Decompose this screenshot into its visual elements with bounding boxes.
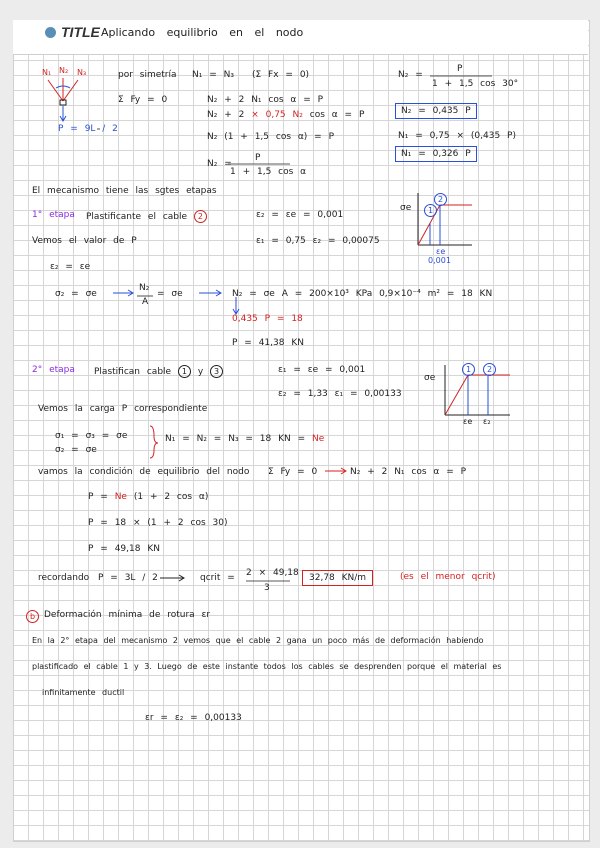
stage-1-eps2: ε₂ = εe xyxy=(50,262,91,272)
rec-note: (es el menor qcrit) xyxy=(400,572,496,582)
graph1-x: εe xyxy=(436,247,446,256)
stage-2-n: N₁ = N₂ = N₃ = 18 KN = Ne xyxy=(165,434,325,444)
graph2-c2: 2 xyxy=(483,363,496,376)
load-p: P = 9L / 2 xyxy=(58,124,118,134)
node-diagram xyxy=(48,78,78,121)
n2-label: N₂ = xyxy=(207,159,232,169)
graph2-y: σe xyxy=(424,373,436,383)
stage-2-vemos: Vemos la carga P correspondiente xyxy=(38,404,208,414)
substitution-eq: N₂ + 2 × 0,75 N₂ cos α = P xyxy=(207,110,365,120)
stage-2-s1: σ₁ = σ₃ = σe xyxy=(55,431,128,441)
factored-eq: N₂ (1 + 1,5 cos α) = P xyxy=(207,132,335,142)
page-subtitle: Aplicando equilibrio en el nodo xyxy=(101,26,304,39)
result-box-n1: N₁ = 0,326 P xyxy=(395,146,477,162)
stage-1-result: P = 41,38 KN xyxy=(232,338,304,348)
symmetry-text: por simetría xyxy=(118,70,177,80)
stage-1-eps1: ε₁ = 0,75 ε₂ = 0,00075 xyxy=(256,236,380,246)
graph1-c1: 1 xyxy=(424,204,437,217)
graph1-y: σe xyxy=(400,203,412,213)
right-numerator: P xyxy=(457,64,463,74)
label-n1: N₁ xyxy=(42,68,52,77)
stage-1-red: 0,435 P = 18 xyxy=(232,314,303,324)
graph1-c2: 2 xyxy=(434,193,447,206)
part-b-result: εr = ε₂ = 0,00133 xyxy=(145,713,242,723)
right-denominator: 1 + 1,5 cos 30° xyxy=(432,79,519,89)
stage-1-label: 1° etapa xyxy=(32,210,75,220)
n1-equals-n3: N₁ = N₃ xyxy=(192,70,234,80)
sum-fy: Σ Fy = 0 xyxy=(118,95,168,105)
stage-2-p1: P = Ne (1 + 2 cos α) xyxy=(88,492,209,502)
rec-result: 32,78 KN/m xyxy=(302,570,373,586)
stage-2-p2: P = 18 × (1 + 2 cos 30) xyxy=(88,518,228,528)
stage-1-text: Plastificante el cable 2 xyxy=(86,210,207,223)
rec-den: 3 xyxy=(264,583,270,593)
frac-a: A xyxy=(142,297,149,307)
rec-num: 2 × 49,18 xyxy=(246,568,299,578)
part-b-label: b xyxy=(26,610,39,623)
graph2-x1: εe xyxy=(463,417,473,426)
stage-2-p3: P = 49,18 KN xyxy=(88,544,160,554)
part-b-title: Deformación mínima de rotura εr xyxy=(44,610,211,620)
graph1-x2: 0,001 xyxy=(428,256,451,265)
stage-2-s2: σ₂ = σe xyxy=(55,445,97,455)
part-b-line1: En la 2° etapa del mecanismo 2 vemos que el cable 2 gana un poco más de deformación habiendo xyxy=(32,636,484,645)
frac-n2: N₂ xyxy=(139,283,150,293)
result-box-n2: N₂ = 0,435 P xyxy=(395,103,477,119)
part-b-line3: infinitamente ductil xyxy=(42,688,125,697)
n2-force: N₂ = σe A = 200×10³ KPa 0,9×10⁻⁴ m² = 18 KN xyxy=(232,289,493,299)
rec-q: qcrit = xyxy=(200,573,235,583)
stage-2-cond: vamos la condición de equilibrio del nodo xyxy=(38,467,250,477)
stage-2-label: 2° etapa xyxy=(32,365,75,375)
page-title: TITLE xyxy=(61,24,100,40)
n2-denominator: 1 + 1,5 cos α xyxy=(230,167,307,177)
mechanism-text: El mecanismo tiene las sgtes etapas xyxy=(32,186,217,196)
rec-text: recordando xyxy=(38,573,90,583)
stage-2-sumfy: Σ Fy = 0 xyxy=(268,467,318,477)
n1-calc: N₁ = 0,75 × (0,435 P) xyxy=(398,131,516,141)
stage-1-sigma: σ₂ = σe xyxy=(55,289,97,299)
rec-p: P = 3L / 2 xyxy=(98,573,158,583)
stage-2-eq: N₂ + 2 N₁ cos α = P xyxy=(350,467,467,477)
label-n3: N₃ xyxy=(77,68,87,77)
label-n2: N₂ xyxy=(59,66,69,75)
graph2-x2: ε₂ xyxy=(483,417,491,426)
stage-2-eps2: ε₂ = 1,33 ε₁ = 0,00133 xyxy=(278,389,402,399)
stress-strain-graph-2 xyxy=(445,365,510,415)
n2-numerator: P xyxy=(255,153,261,163)
stage-1-vemos: Vemos el valor de P xyxy=(32,236,137,246)
graph2-c1: 1 xyxy=(462,363,475,376)
stage-1-eps: ε₂ = εe = 0,001 xyxy=(256,210,344,220)
sum-fx: (Σ Fx = 0) xyxy=(252,70,310,80)
sigma-e: = σe xyxy=(157,289,183,299)
equilibrium-eq: N₂ + 2 N₁ cos α = P xyxy=(207,95,324,105)
right-n2-label: N₂ = xyxy=(398,70,423,80)
part-b-line2: plastificado el cable 1 y 3. Luego de este instante todos los cables se desprenden porque el material es xyxy=(32,662,502,671)
stage-2-eps1: ε₁ = εe = 0,001 xyxy=(278,365,366,375)
stage-2-text: Plastifican cable 1 y 3 xyxy=(94,365,223,378)
